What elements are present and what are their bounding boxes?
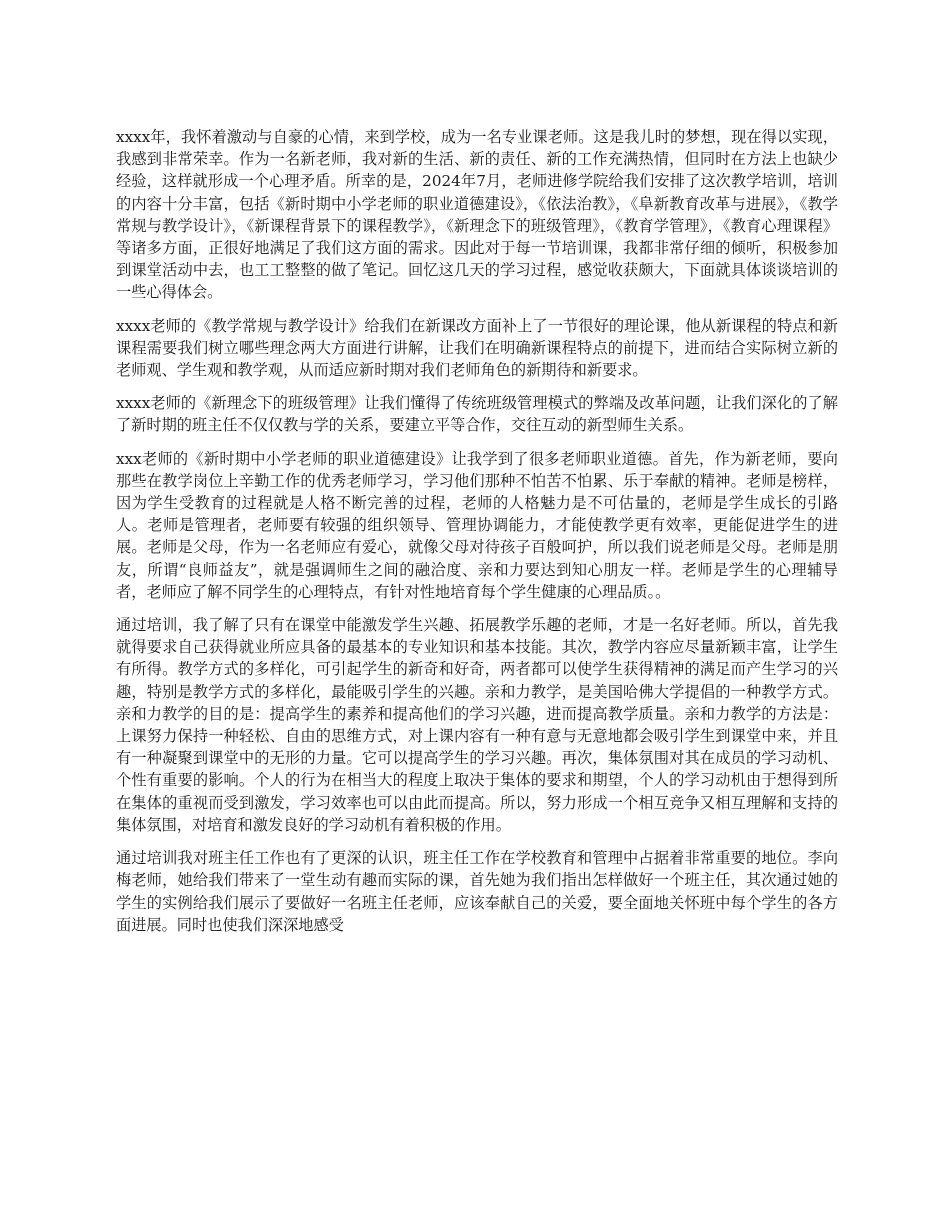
paragraph-teaching-design: xxxx老师的《教学常规与教学设计》给我们在新课改方面补上了一节很好的理论课，他从新课程的特点和新课程需要我们树立哪些理念两大方面进行讲解，让我们在明确新课程特点的前提下，进而结合实际树立新的老师观、学生观和教学观，从而适应新时期对我们老师角色的新期待和新要求。 [116, 316, 838, 380]
paragraph-student-interest: 通过培训，我了解了只有在课堂中能激发学生兴趣、拓展教学乐趣的老师，才是一名好老师。所以，首先我就得要求自己获得就业所应具备的最基本的专业知识和基本技能。其次，教学内容应尽量新颖丰富，让学生有所得。教学方式的多样化，可引起学生的新奇和好奇，两者都可以使学生获得精神的满足而产生学习的兴趣，特别是教学方式的多样化，最能吸引学生的兴趣。亲和力教学，是美国哈佛大学提倡的一种教学方式。亲和力教学的目的是：提高学生的素养和提高他们的学习兴趣，进而提高教学质量。亲和力教学的方法是：上课努力保持一种轻松、自由的思维方式，对上课内容有一种有意与无意地都会吸引学生到课堂中来，并且有一种凝聚到课堂中的无形的力量。它可以提高学生的学习兴趣。再次，集体氛围对其在成员的学习动机、个性有重要的影响。个人的行为在相当大的程度上取决于集体的要求和期望，个人的学习动机由于想得到所在集体的重视而受到激发，学习效率也可以由此而提高。所以，努力形成一个相互竞争又相互理解和支持的集体氛围，对培育和激发良好的学习动机有着积极的作用。 [116, 616, 838, 834]
document-body [116, 126, 838, 947]
paragraph-professional-ethics: xxx老师的《新时期中小学老师的职业道德建设》让我学到了很多老师职业道德。首先，作为新老师，要向那些在教学岗位上辛勤工作的优秀老师学习，学习他们那种不怕苦不怕累、乐于奉献的精神。老师是榜样，因为学生受教育的过程就是人格不断完善的过程，老师的人格魅力是不可估量的，老师是学生成长的引路人。老师是管理者，老师要有较强的组织领导、管理协调能力，才能使教学更有效率，更能促进学生的进展。老师是父母，作为一名老师应有爱心，就像父母对待孩子百般呵护，所以我们说老师是父母。老师是朋友，所谓“良师益友”，就是强调师生之间的融洽度、亲和力要达到知心朋友一样。老师是学生的心理辅导者，老师应了解不同学生的心理特点，有针对性地培育每个学生健康的心理品质。。 [116, 449, 838, 601]
paragraph-class-management: xxxx老师的《新理念下的班级管理》让我们懂得了传统班级管理模式的弊端及改革问题，让我们深化的了解了新时期的班主任不仅仅教与学的关系，要建立平等合作，交往互动的新型师生关系。 [116, 394, 838, 435]
paragraph-intro: xxxx年，我怀着激动与自豪的心情，来到学校，成为一名专业课老师。这是我儿时的梦想，现在得以实现，我感到非常荣幸。作为一名新老师，我对新的生活、新的责任、新的工作充满热情，但同时在方法上也缺少经验，这样就形成一个心理矛盾。所幸的是，2024年7月，老师进修学院给我们安排了这次教学培训，培训的内容十分丰富，包括《新时期中小学老师的职业道德建设》，《依法治教》，《阜新教育改革与进展》，《教学常规与教学设计》，《新课程背景下的课程教学》，《新理念下的班级管理》，《教育学管理》，《教育心理课程》等诸多方面，正很好地满足了我们这方面的需求。因此对于每一节培训课，我都非常仔细的倾听，积极参加到课堂活动中去，也工工整整的做了笔记。回忆这几天的学习过程，感觉收获颇大，下面就具体谈谈培训的一些心得体会。 [116, 128, 838, 302]
paragraph-head-teacher: 通过培训我对班主任工作也有了更深的认识，班主任工作在学校教育和管理中占据着非常重要的地位。李向梅老师，她给我们带来了一堂生动有趣而实际的课，首先她为我们指出怎样做好一个班主任，其次通过她的学生的实例给我们展示了要做好一名班主任老师，应该奉献自己的关爱，要全面地关怀班中每个学生的各方面进展。同时也使我们深深地感受 [116, 849, 838, 934]
